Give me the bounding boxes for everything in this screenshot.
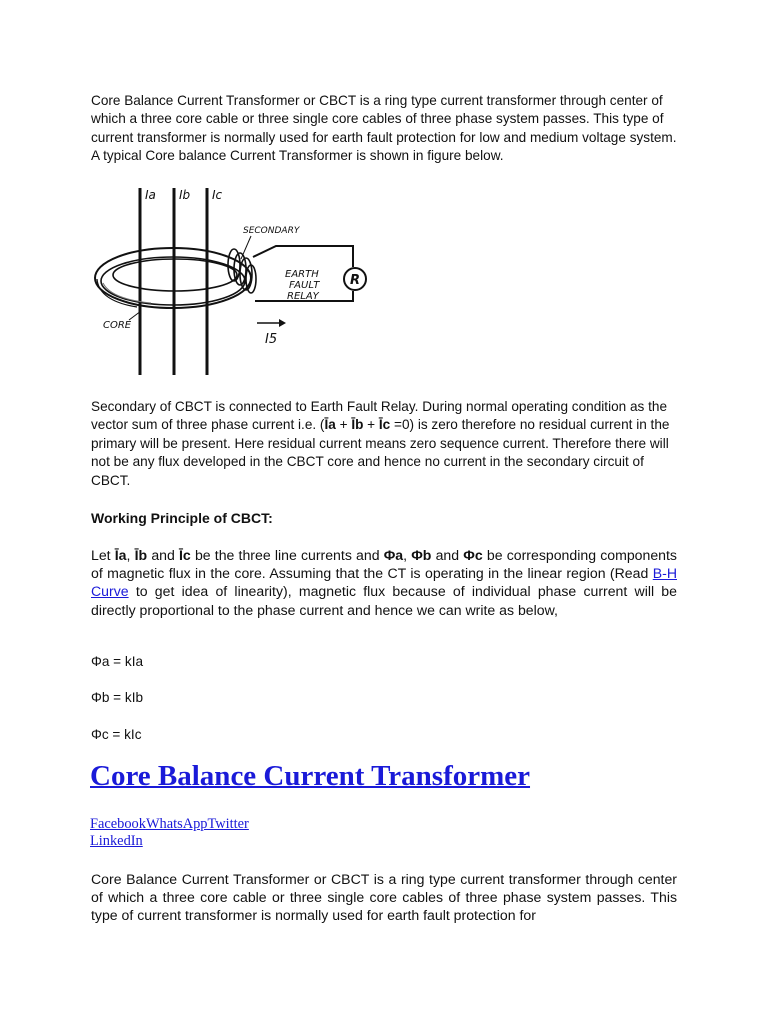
twitter-link[interactable]: Twitter (207, 816, 249, 832)
label-secondary: SECONDARY (243, 226, 300, 236)
label-is: I5 (265, 332, 278, 347)
social-share-links (90, 816, 249, 850)
label-ib: Ib (179, 188, 191, 202)
equation-phi-a: Φa = kIa (91, 654, 144, 669)
ia-symbol: Īa (324, 417, 336, 433)
intro-paragraph: Core Balance Current Transformer or CBCT is a ring type current transformer through center of which a three core cable or three single core cables of three phase system passes. This type of current transformer is normally used for earth fault protection for low and medium voltage system. A typical Core balance Current Transformer is shown in figure below. (91, 93, 677, 164)
whatsapp-link[interactable]: WhatsApp (145, 816, 208, 832)
secondary-lead-top (253, 246, 353, 267)
working-principle-heading: Working Principle of CBCT: (91, 510, 273, 526)
cbct-figure (91, 183, 391, 378)
equation-phi-c: Φc = kIc (91, 727, 142, 742)
label-fault: FAULT (289, 280, 320, 291)
bh-curve-link[interactable]: B-H Curve (91, 565, 677, 600)
relay-letter: R (349, 273, 361, 288)
secondary-paragraph: Secondary of CBCT is connected to Earth Fault Relay. During normal operating condition as the vector sum of three phase current i.e. (Īa + Īb + Īc =0) is zero therefore no residual current in the primary will be present. Here residual current means zero sequence current. Therefore there will not be any flux developed in the CBCT core and hence no current in the secondary circuit of CBCT. (91, 399, 670, 488)
label-ic: Ic (212, 188, 223, 202)
facebook-link[interactable]: Facebook (90, 816, 146, 832)
label-earth: EARTH (285, 269, 319, 280)
label-ia: Ia (145, 188, 156, 202)
ib-symbol: Īb (351, 417, 364, 433)
repeat-paragraph: Core Balance Current Transformer or CBCT is a ring type current transformer through center of which a three core cable or three single core cables of three phase system passes. This type of current transformer is normally used for earth fault protection for (91, 871, 677, 924)
label-relay: RELAY (287, 291, 319, 302)
working-principle-paragraph: Let Īa, Īb and Īc be the three line currents and Φa, Φb and Φc be corresponding components of magnetic flux in the core. Assuming that the CT is operating in the linear region (Read B-H Curve to get idea of linearity), magnetic flux because of individual phase current will be directly proportional to the phase current and hence we can write as below, (91, 547, 677, 618)
equation-phi-b: Φb = kIb (91, 690, 144, 705)
linkedin-link[interactable]: LinkedIn (90, 833, 143, 849)
article-title[interactable]: Core Balance Current Transformer (90, 760, 531, 792)
ic-symbol: Īc (378, 417, 391, 433)
label-core: CORE (103, 320, 132, 331)
